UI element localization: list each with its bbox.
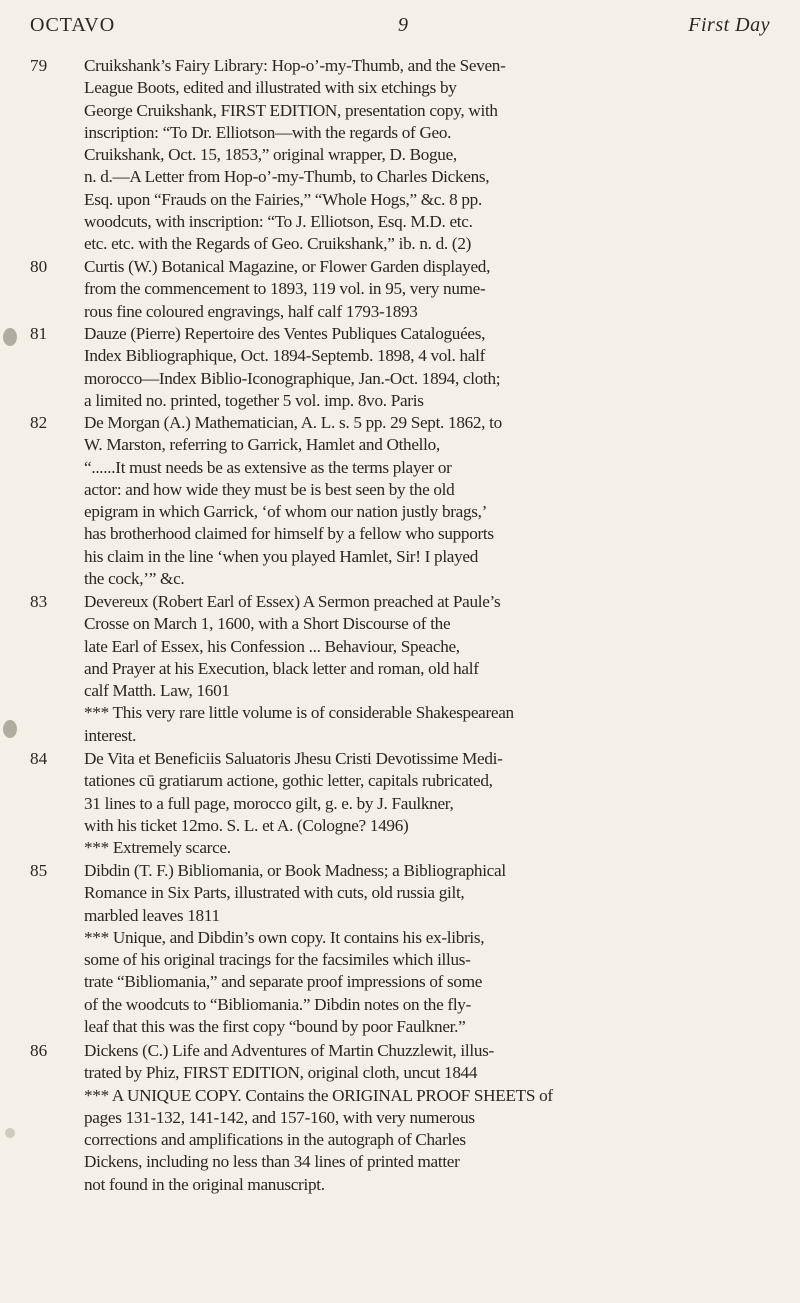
- lot-number: 84: [30, 749, 48, 768]
- lot-line: “......It must needs be as extensive as the terms player or: [84, 457, 452, 477]
- header-day: First Day: [688, 14, 770, 36]
- lot-line: W. Marston, referring to Garrick, Hamlet and Othello,: [84, 435, 440, 455]
- lot-line: trate “Bibliomania,” and separate proof impressions of some: [84, 972, 483, 992]
- lot-description: [84, 323, 775, 412]
- lot-83: [30, 591, 775, 747]
- lot-description: [84, 412, 775, 590]
- lot-line: marbled leaves 1811: [84, 905, 220, 925]
- margin-stain-icon: [3, 328, 17, 346]
- lot-line: and Prayer at his Execution, black letter and roman, old half: [84, 658, 479, 678]
- margin-stain-icon: [5, 1128, 15, 1138]
- lot-line: Cruikshank, Oct. 15, 1853,” original wrapper, D. Bogue,: [84, 145, 457, 165]
- lot-line: De Morgan (A.) Mathematician, A. L. s. 5 pp. 29 Sept. 1862, to: [84, 413, 502, 432]
- lot-line: woodcuts, with inscription: “To J. Elliotson, Esq. M.D. etc.: [84, 212, 473, 232]
- lot-line: etc. etc. with the Regards of Geo. Cruikshank,” ib. n. d. (2): [84, 234, 472, 254]
- lot-line: Curtis (W.) Botanical Magazine, or Flower Garden displayed,: [84, 257, 491, 276]
- lot-line: Devereux (Robert Earl of Essex) A Sermon preached at Paule’s: [84, 592, 501, 611]
- lot-line: with his ticket 12mo. S. L. et A. (Cologne? 1496): [84, 815, 409, 835]
- lot-line: George Cruikshank, FIRST EDITION, presentation copy, with: [84, 100, 498, 120]
- lot-line: Cruikshank’s Fairy Library: Hop-o’-my-Thumb, and the Seven-: [84, 56, 506, 75]
- lot-line: interest.: [84, 725, 137, 745]
- margin-stain-icon: [3, 720, 17, 738]
- lot-line: n. d.—A Letter from Hop-o’-my-Thumb, to Charles Dickens,: [84, 167, 490, 187]
- lot-number: 82: [30, 413, 48, 432]
- lot-line: corrections and amplifications in the autograph of Charles: [84, 1130, 466, 1150]
- lot-line: *** A UNIQUE COPY. Contains the ORIGINAL PROOF SHEETS of: [84, 1085, 553, 1105]
- lot-line: epigram in which Garrick, ‘of whom our nation justly brags,’: [84, 502, 488, 522]
- lot-line: of the woodcuts to “Bibliomania.” Dibdin notes on the fly-: [84, 994, 472, 1014]
- lot-line: Index Bibliographique, Oct. 1894-Septemb. 1898, 4 vol. half: [84, 346, 486, 366]
- lot-line: Romance in Six Parts, illustrated with cuts, old russia gilt,: [84, 883, 465, 903]
- lot-number: 83: [30, 592, 48, 611]
- lot-line: Dibdin (T. F.) Bibliomania, or Book Madness; a Bibliographical: [84, 861, 506, 880]
- lot-line: *** This very rare little volume is of considerable Shakespearean: [84, 703, 514, 723]
- lot-line: Esq. upon “Frauds on the Fairies,” “Whole Hogs,” &c. 8 pp.: [84, 189, 482, 209]
- lot-description: [84, 1040, 775, 1196]
- lot-81: [30, 323, 775, 412]
- lot-line: has brotherhood claimed for himself by a fellow who supports: [84, 524, 494, 544]
- lot-line: Dauze (Pierre) Repertoire des Ventes Publiques Cataloguées,: [84, 324, 486, 343]
- lot-line: tationes cū gratiarum actione, gothic letter, capitals rubricated,: [84, 771, 493, 791]
- lot-number: 79: [30, 56, 48, 75]
- lot-line: some of his original tracings for the facsimiles which illus-: [84, 950, 471, 970]
- lot-description: [84, 860, 775, 1038]
- lot-description: [84, 748, 775, 859]
- lot-line: League Boots, edited and illustrated with six etchings by: [84, 78, 457, 98]
- lot-line: Crosse on March 1, 1600, with a Short Discourse of the: [84, 614, 451, 634]
- lot-line: leaf that this was the first copy “bound by poor Faulkner.”: [84, 1017, 466, 1037]
- lot-number: 80: [30, 257, 48, 276]
- lot-line: calf Matth. Law, 1601: [84, 681, 230, 701]
- lot-84: [30, 748, 775, 859]
- lot-79: [30, 55, 775, 256]
- lot-line: *** Unique, and Dibdin’s own copy. It contains his ex-libris,: [84, 927, 485, 947]
- lot-80: [30, 256, 775, 323]
- header-format: OCTAVO: [30, 14, 116, 36]
- lot-85: [30, 860, 775, 1038]
- lot-description: [84, 55, 775, 256]
- page-number: 9: [398, 14, 408, 36]
- lot-description: [84, 591, 775, 747]
- lot-line: trated by Phiz, FIRST EDITION, original cloth, uncut 1844: [84, 1063, 478, 1083]
- lot-line: De Vita et Beneficiis Saluatoris Jhesu Cristi Devotissime Medi-: [84, 749, 503, 768]
- lot-line: morocco—Index Biblio-Iconographique, Jan.-Oct. 1894, cloth;: [84, 368, 501, 388]
- lot-number: 85: [30, 861, 48, 880]
- lot-number: 81: [30, 324, 48, 343]
- lot-line: late Earl of Essex, his Confession ... Behaviour, Speache,: [84, 636, 460, 656]
- lot-86: [30, 1040, 775, 1196]
- lot-line: actor: and how wide they must be is best seen by the old: [84, 479, 455, 499]
- lot-line: pages 131-132, 141-142, and 157-160, with very numerous: [84, 1107, 475, 1127]
- lot-description: [84, 256, 775, 323]
- lot-line: not found in the original manuscript.: [84, 1174, 325, 1194]
- lot-line: inscription: “To Dr. Elliotson—with the regards of Geo.: [84, 122, 452, 142]
- lot-line: *** Extremely scarce.: [84, 838, 231, 858]
- lot-number: 86: [30, 1041, 48, 1060]
- page-header: [30, 14, 770, 44]
- lot-line: a limited no. printed, together 5 vol. imp. 8vo. Paris: [84, 390, 424, 410]
- lot-line: Dickens, including no less than 34 lines of printed matter: [84, 1152, 460, 1172]
- lot-line: Dickens (C.) Life and Adventures of Martin Chuzzlewit, illus-: [84, 1041, 494, 1060]
- lot-line: rous fine coloured engravings, half calf 1793-1893: [84, 301, 418, 321]
- lot-line: his claim in the line ‘when you played Hamlet, Sir! I played: [84, 546, 479, 566]
- lot-line: the cock,’” &c.: [84, 569, 185, 589]
- lot-82: [30, 412, 775, 590]
- lot-line: from the commencement to 1893, 119 vol. in 95, very nume-: [84, 279, 486, 299]
- lot-line: 31 lines to a full page, morocco gilt, g. e. by J. Faulkner,: [84, 793, 454, 813]
